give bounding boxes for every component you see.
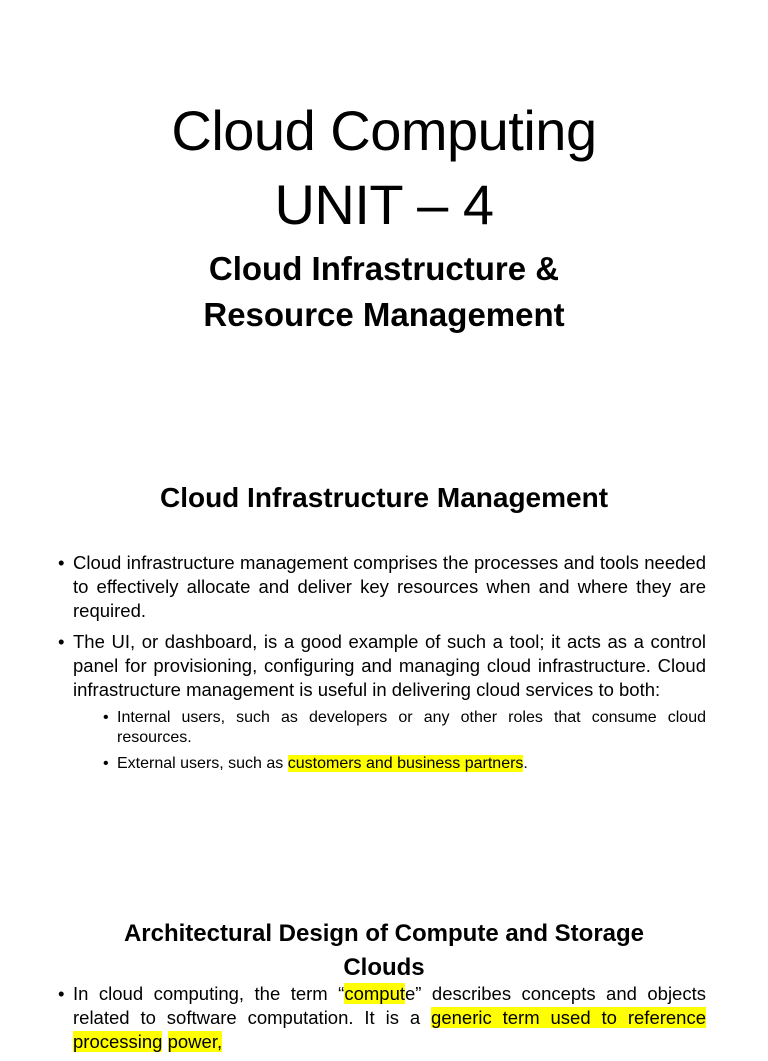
- bullet-text-part2: e” describes concepts and objects related to software computation. It is a: [73, 983, 706, 1028]
- sub-bullet-text-suffix: .: [523, 755, 528, 772]
- sub-bullet-item: [73, 708, 706, 748]
- slide-title: Cloud Computing: [171, 99, 597, 162]
- bullet-text-part1: In cloud computing, the term “: [73, 983, 345, 1004]
- heading-line1: Architectural Design of Compute and Storage: [123, 920, 645, 947]
- unit-title: UNIT – 4: [274, 173, 494, 236]
- bullet-text-part3: [162, 1031, 167, 1052]
- highlighted-text: power,: [167, 1031, 223, 1052]
- highlighted-text: customers and business partners: [287, 755, 524, 772]
- slide-subtitle-line2: Resource Management: [203, 296, 565, 333]
- bullet-item: [58, 982, 706, 1054]
- highlighted-text: generic term used to reference processing: [73, 1007, 707, 1052]
- sub-bullet-text: Internal users, such as developers or any other roles that consume cloud resources.: [117, 709, 706, 746]
- section-heading-infrastructure: Cloud Infrastructure Management: [159, 482, 609, 513]
- heading-line2: Clouds: [343, 954, 425, 981]
- section-heading-architecture: [0, 917, 768, 985]
- sub-bullet-item: [73, 754, 706, 774]
- highlighted-text: comput: [344, 983, 405, 1004]
- bullet-text: The UI, or dashboard, is a good example of such a tool; it acts as a control panel for provisioning, configuring and managing cloud infrastructure. Cloud infrastructure management is useful in delivering cloud services to both:: [73, 631, 706, 700]
- bullet-text: Cloud infrastructure management comprises the processes and tools needed to effectively allocate and deliver key resources when and where they are required.: [73, 552, 706, 621]
- slide-subtitle-line1: Cloud Infrastructure &: [208, 250, 560, 287]
- bullet-item: [58, 630, 706, 774]
- title-slide: [0, 0, 768, 440]
- architecture-bullet-list: [58, 982, 706, 1061]
- infrastructure-bullet-list: [58, 551, 706, 781]
- bullet-item: [58, 551, 706, 623]
- sub-bullet-text-prefix: External users, such as: [117, 755, 288, 772]
